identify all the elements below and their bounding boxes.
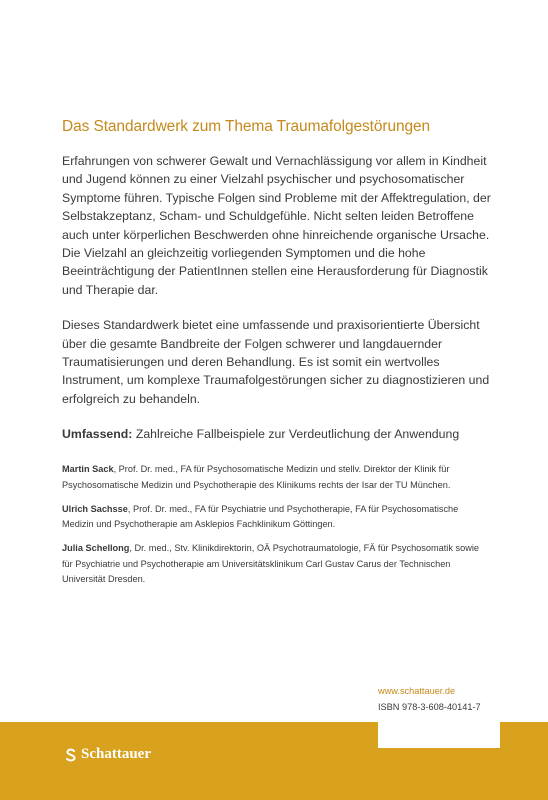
main-content xyxy=(62,118,492,596)
author-bio xyxy=(62,462,492,493)
headline: Das Standardwerk zum Thema Traumafolgestörungen xyxy=(62,118,431,135)
barcode-area xyxy=(378,714,500,748)
isbn-number: ISBN 978-3-608-40141-7 xyxy=(378,702,481,712)
author-bio xyxy=(62,502,492,533)
publisher-logo xyxy=(64,746,151,763)
author-bio xyxy=(62,541,492,587)
description-paragraph-2: Dieses Standardwerk bietet eine umfassende und praxisorientierte Übersicht über die gesamte Bandbreite der Folgen schwerer und langdauernder Traumatisierungen und deren Behandlung. Es ist somit ein wertvolles Instrument, um komplexe Traumafolgestörungen sicher zu diagnostizieren und erfolgreich zu behandeln. xyxy=(62,318,490,406)
feature-label: Umfassend: xyxy=(62,427,133,442)
author-name: Martin Sack xyxy=(62,464,114,475)
author-details: , Prof. Dr. med., FA für Psychiatrie und Psychotherapie, FA für Psychosomatische Medizin und Psychotherapie am Asklepios Fachklinikum Göttingen. xyxy=(62,503,459,530)
website-link[interactable]: www.schattauer.de xyxy=(378,686,456,696)
author-details: , Prof. Dr. med., FA für Psychosomatische Medizin und stellv. Direktor der Klinik für Psychosomatische Medizin und Psychotherapie des Klinikums rechts der Isar der TU München. xyxy=(62,464,451,490)
feature-line xyxy=(62,425,492,443)
author-details: , Dr. med., Stv. Klinikdirektorin, OÄ Psychotraumatologie, FÄ für Psychosomatik sowie für Psychiatrie und Psychotherapie am Universitätsklinikum Carl Gustav Carus der Technischen Universität Dresden. xyxy=(62,543,479,585)
feature-text: Zahlreiche Fallbeispiele zur Verdeutlichung der Anwendung xyxy=(135,427,460,442)
publisher-name: Schattauer xyxy=(81,746,151,762)
publisher-mark-icon xyxy=(64,748,78,762)
author-name: Julia Schellong xyxy=(62,543,130,554)
imprint-block xyxy=(378,683,481,715)
author-name: Ulrich Sachsse xyxy=(62,503,128,514)
description-paragraph-1: Erfahrungen von schwerer Gewalt und Vernachlässigung vor allem in Kindheit und Jugend können zu einer Vielzahl psychischer und psychosomatischer Symptome führen. Typische Folgen sind Probleme mit der Affektregulation, der Selbstakzeptanz, Scham- und Schuldgefühle. Nicht selten leiden Betroffene auch unter körperlichen Beschwerden ohne hinreichende organische Ursache. Die Vielzahl an gleichzeitig vorliegenden Symptomen und die hohe Beeinträchtigung der PatientInnen stellen eine Herausforderung für Diagnostik und Therapie dar. xyxy=(62,154,491,297)
